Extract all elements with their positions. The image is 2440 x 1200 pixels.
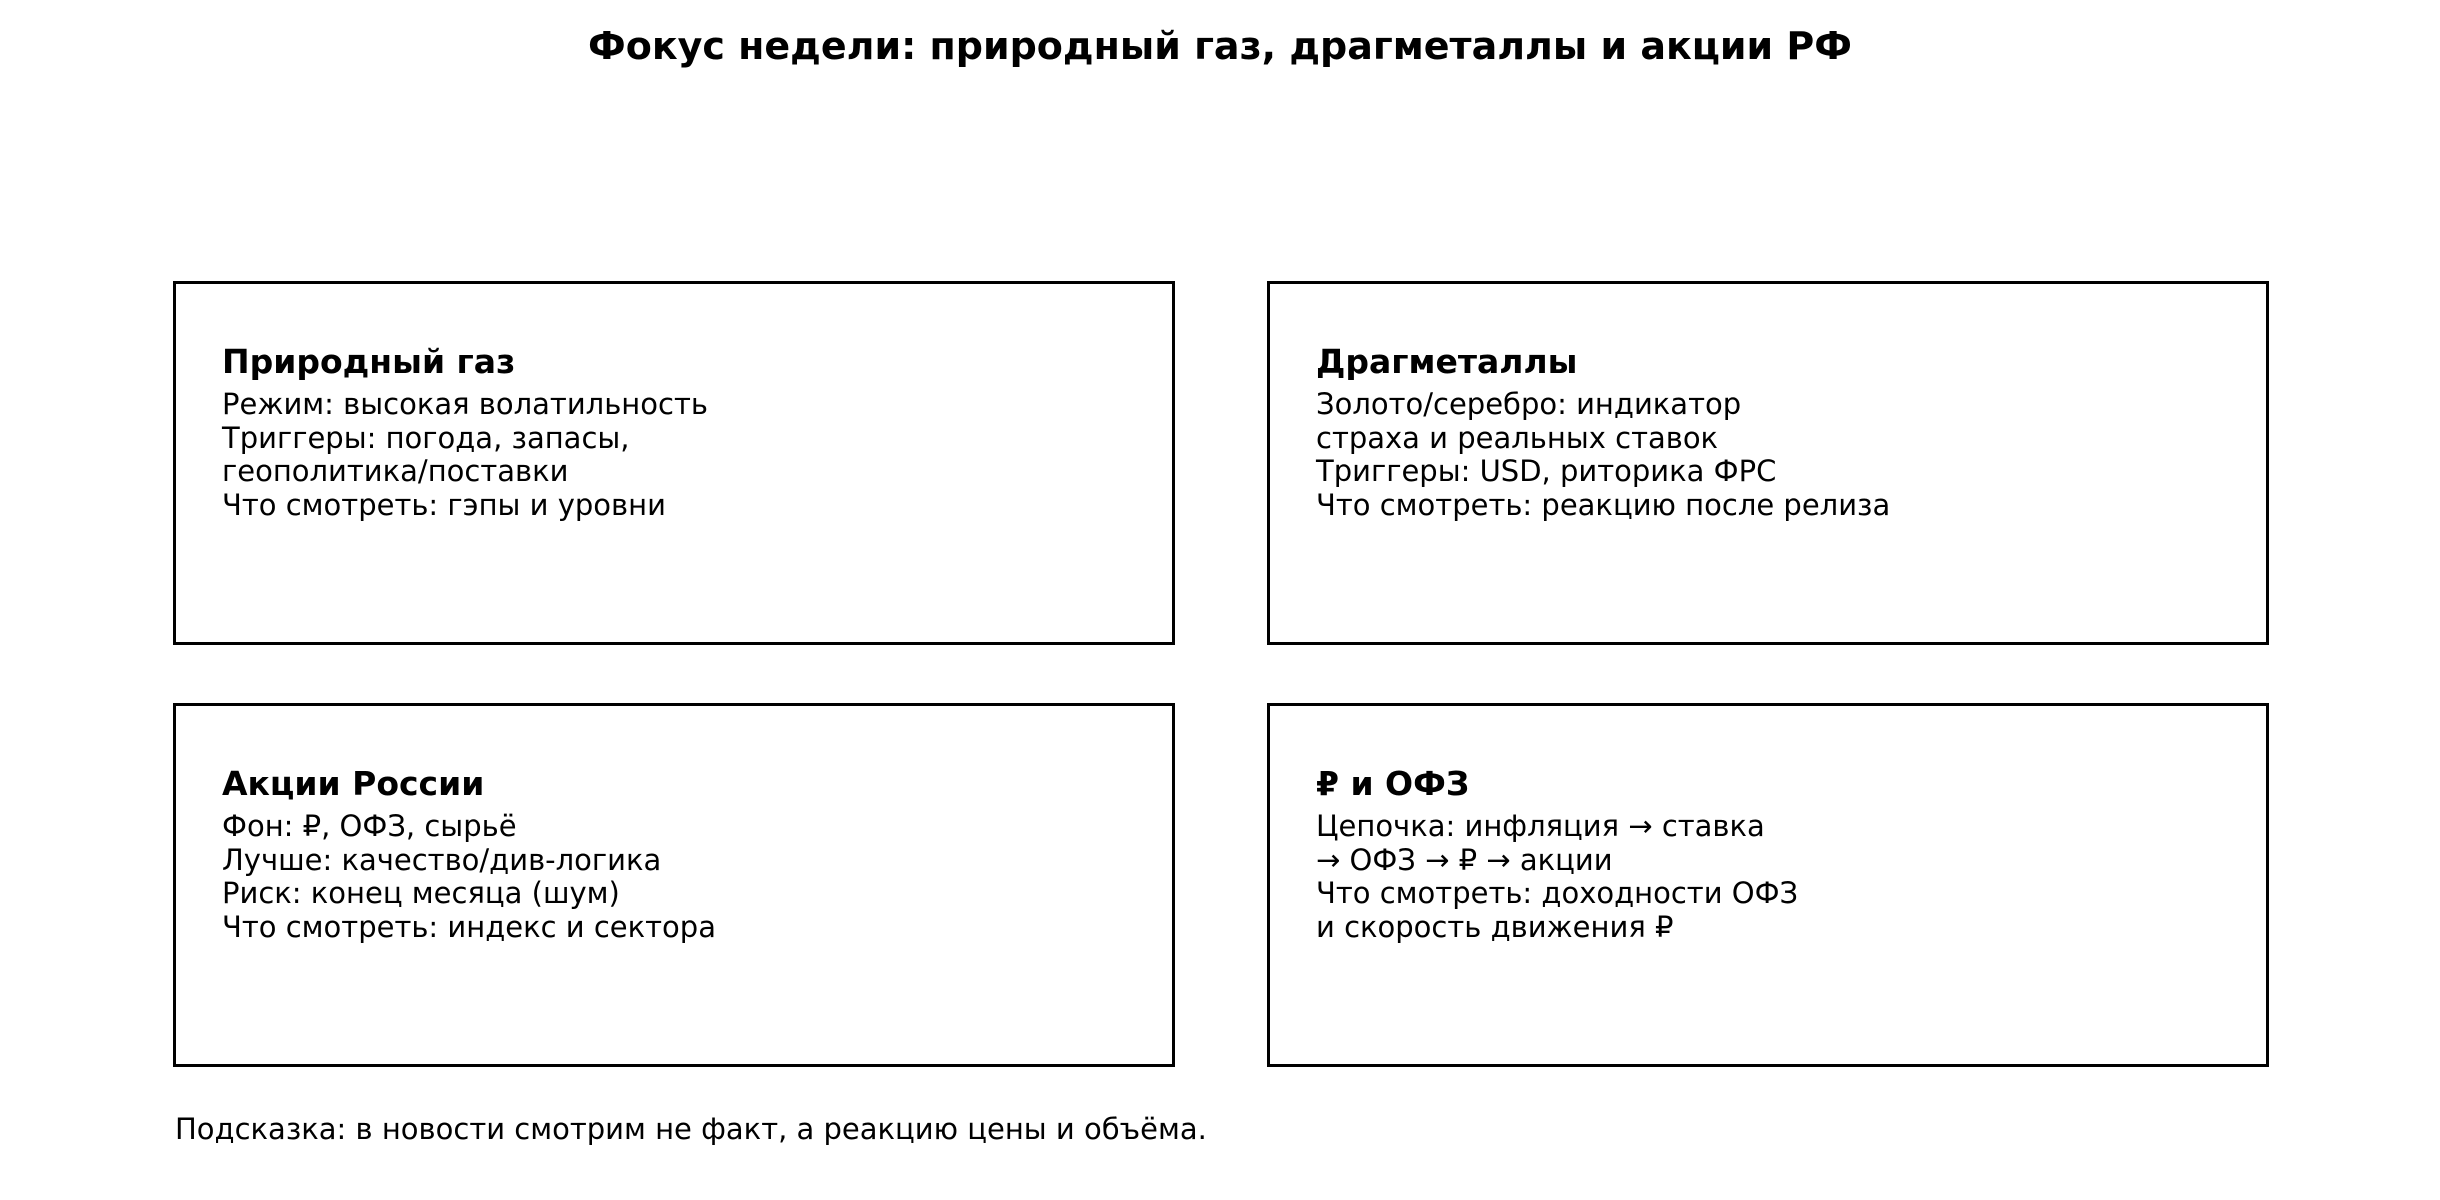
- card-line: Что смотреть: доходности ОФЗ: [1316, 876, 1799, 910]
- card-precious-metals: [1267, 281, 2269, 645]
- card-line: Что смотреть: гэпы и уровни: [222, 487, 666, 522]
- card-line: Риск: конец месяца (шум): [222, 876, 620, 910]
- card-heading: Акции России: [222, 764, 485, 803]
- card-line: Цепочка: инфляция → ставка: [1316, 809, 1765, 843]
- card-line: Триггеры: погода, запасы,: [222, 420, 630, 455]
- card-line: Режим: высокая волатильность: [222, 387, 708, 421]
- card-line: Триггеры: USD, риторика ФРС: [1316, 454, 1777, 488]
- card-natural-gas: [173, 281, 1175, 645]
- card-content: [222, 764, 716, 944]
- card-line: Золото/серебро: индикатор: [1316, 387, 1742, 421]
- card-content: [1316, 342, 1890, 522]
- card-russian-stocks: [173, 703, 1175, 1067]
- page-title: Фокус недели: природный газ, драгметаллы и акции РФ: [588, 24, 1852, 68]
- card-line: геополитика/поставки: [222, 454, 569, 488]
- card-line: и скорость движения ₽: [1316, 909, 1674, 944]
- card-line: Лучше: качество/див-логика: [222, 842, 662, 877]
- card-line: страха и реальных ставок: [1316, 420, 1719, 455]
- card-line: → ОФЗ → ₽ → акции: [1316, 842, 1613, 877]
- footnote-hint: Подсказка: в новости смотрим не факт, а реакцию цены и объёма.: [175, 1112, 1207, 1146]
- card-line: Фон: ₽, ОФЗ, сырьё: [222, 809, 517, 843]
- card-heading: Драгметаллы: [1316, 342, 1578, 381]
- card-ruble-ofz: [1267, 703, 2269, 1067]
- card-line: Что смотреть: реакцию после релиза: [1316, 487, 1891, 522]
- card-line: Что смотреть: индекс и сектора: [222, 909, 716, 944]
- card-heading: Природный газ: [222, 342, 516, 381]
- card-content: [1316, 764, 1798, 944]
- card-heading: ₽ и ОФЗ: [1316, 764, 1470, 803]
- card-content: [222, 342, 708, 522]
